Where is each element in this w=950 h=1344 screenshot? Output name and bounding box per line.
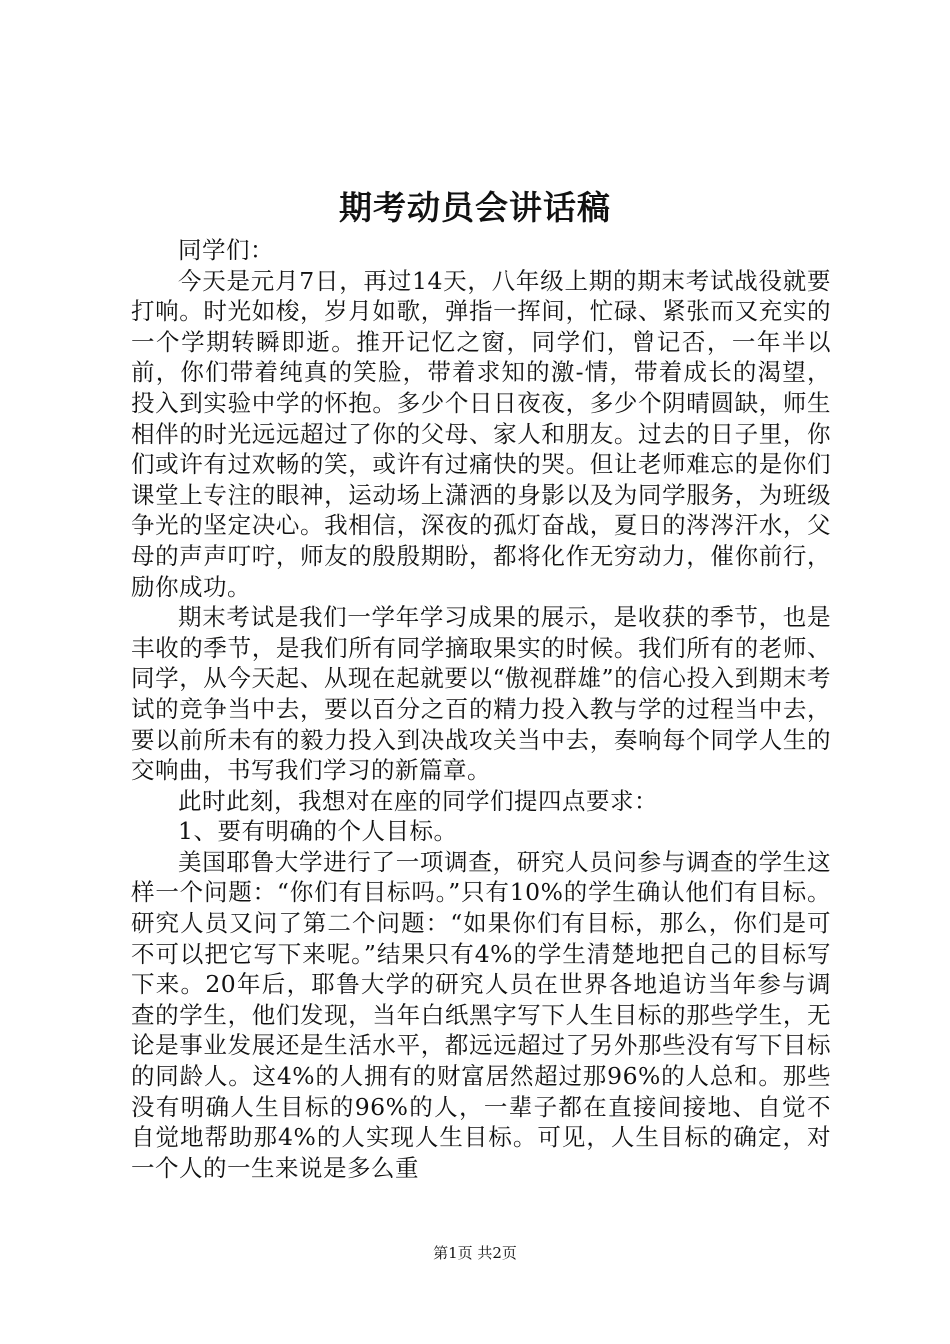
- paragraph-yale-study: 美国耶鲁大学进行了一项调查，研究人员问参与调查的学生这样一个问题：“你们有目标吗。”只有10%的学生确认他们有目标。研究人员又问了第二个问题：“如果你们有目标，那么，你们是可不可以把它写下来呢。”结果只有4%的学生清楚地把自己的目标写下来。20年后，耶鲁大学的研究人员在世界各地追访当年参与调查的学生，他们发现，当年白纸黑字写下人生目标的那些学生，无论是事业发展还是生活水平，都远远超过了另外那些没有写下目标的同龄人。这4%的人拥有的财富居然超过那96%的人总和。那些没有明确人生目标的96%的人，一辈子都在直接间接地、自觉不自觉地帮助那4%的人实现人生目标。可见，人生目标的确定，对一个人的一生来说是多么重: [131, 847, 831, 1182]
- paragraph-intro: 今天是元月7日，再过14天，八年级上期的期末考试战役就要打响。时光如梭，岁月如歌，弹指一挥间，忙碌、紧张而又充实的一个学期转瞬即逝。推开记忆之窗，同学们，曾记否，一年半以前，你们带着纯真的笑脸，带着求知的激-情，带着成长的渴望，投入到实验中学的怀抱。多少个日日夜夜，多少个阴晴圆缺，师生相伴的时光远远超过了你的父母、家人和朋友。过去的日子里，你们或许有过欢畅的笑，或许有过痛快的哭。但让老师难忘的是你们课堂上专注的眼神，运动场上潇洒的身影以及为同学服务，为班级争光的坚定决心。我相信，深夜的孤灯奋战，夏日的涔涔汗水，父母的声声叮咛，师友的殷殷期盼，都将化作无穷动力，催你前行，励你成功。: [131, 266, 831, 601]
- page-footer: 第1页 共2页: [433, 1244, 517, 1262]
- page-title: 期考动员会讲话稿: [339, 188, 611, 227]
- paragraph-requirements-lead: 此时此刻，我想对在座的同学们提四点要求：: [178, 786, 658, 815]
- document-body: [131, 235, 831, 1183]
- paragraph-requirement-1: 1、要有明确的个人目标。: [178, 817, 458, 846]
- paragraph-exam-significance: 期末考试是我们一学年学习成果的展示，是收获的季节，也是丰收的季节，是我们所有同学摘取果实的时候。我们所有的老师、同学，从今天起、从现在起就要以“傲视群雄”的信心投入到期末考试的竞争当中去，要以百分之百的精力投入教与学的过程当中去，要以前所未有的毅力投入到决战攻关当中去，奏响每个同学人生的交响曲，书写我们学习的新篇章。: [131, 603, 831, 785]
- paragraph-salutation: 同学们：: [178, 236, 274, 264]
